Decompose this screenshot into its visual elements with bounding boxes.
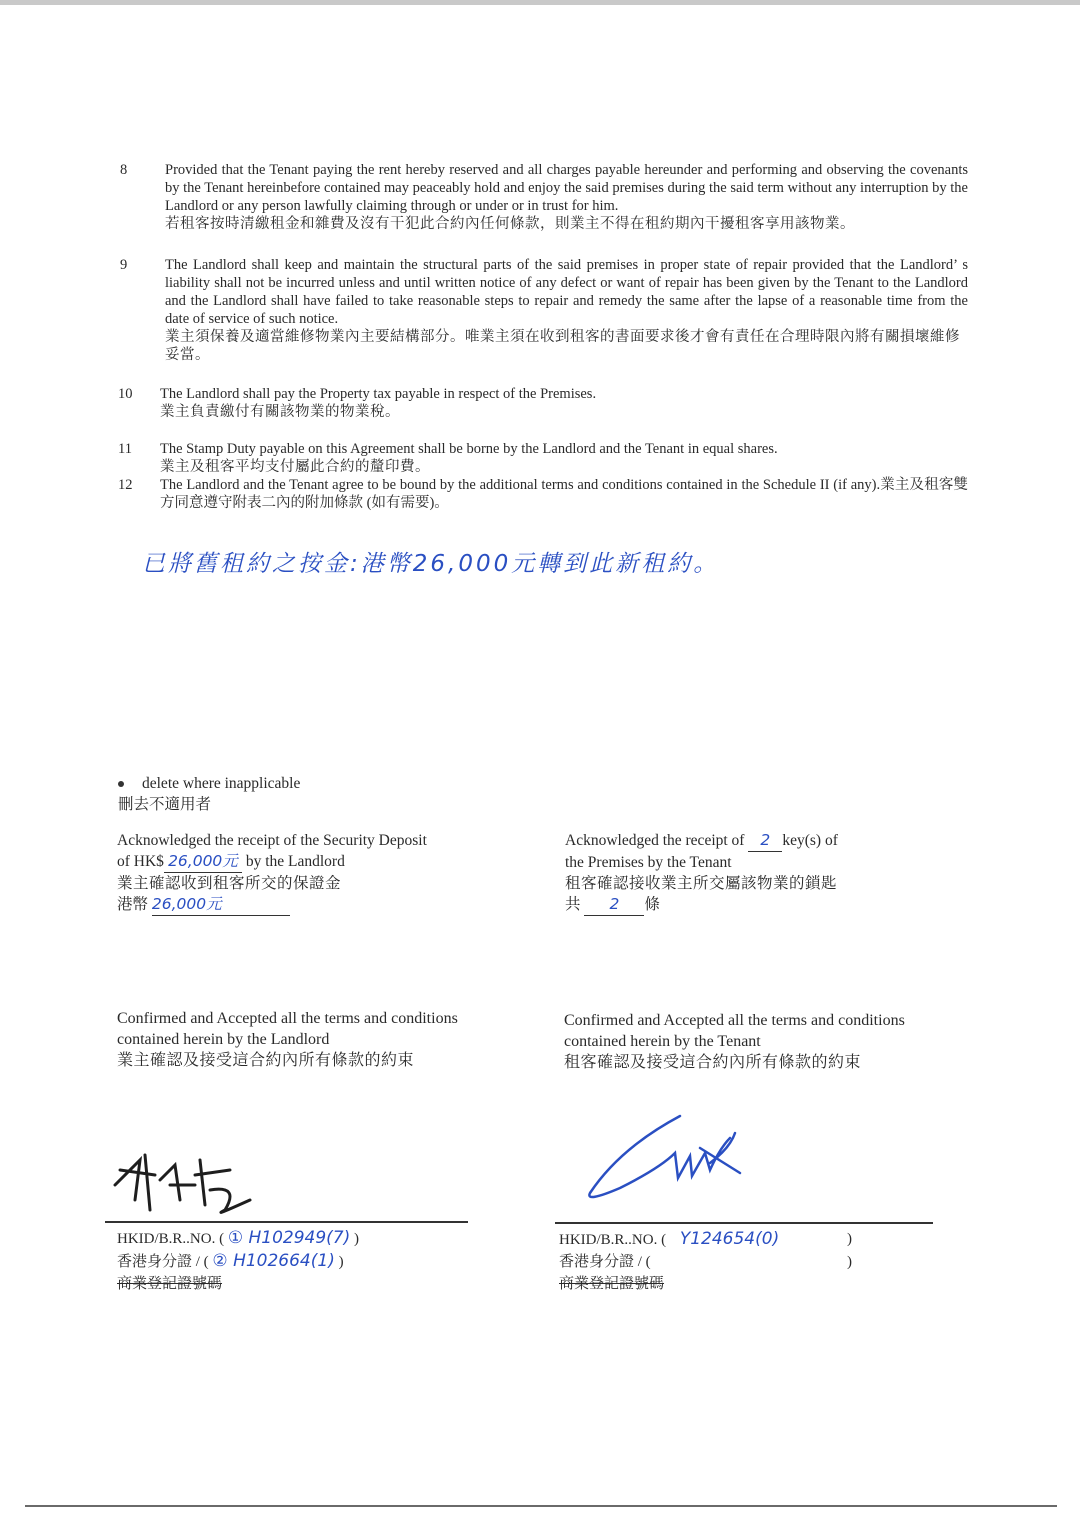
landlord-id-block [117,1227,359,1295]
bullet-icon [118,781,124,787]
tenant-id-label: HKID/B.R..NO. ( [559,1232,667,1248]
landlord-id-row-2 [117,1250,359,1273]
keys-count-field: 2 [748,830,782,852]
landlord-id-row-1 [117,1227,359,1250]
clause-12-text: The Landlord and the Tenant agree to be bound by the additional terms and conditions contained in the Schedule II (if any).業主及租客雙方同意遵守附表二內的附加條款 (如有需要)。 [160,477,968,511]
deposit-hkd-label: 港幣 [117,896,149,913]
clause-10-english: The Landlord shall pay the Property tax payable in respect of the Premises. [160,386,597,402]
keys-line-4 [565,894,838,916]
deposit-line-2 [117,851,427,873]
deposit-amount-chinese-field: 26,000元 [152,894,290,916]
deposit-amount-field: 26,000元 [164,851,242,873]
tenant-confirmation [564,1010,905,1073]
landlord-br-label: 商業登記證號碼 [117,1276,223,1292]
deposit-acknowledgement [117,830,427,916]
tenant-confirm-line-1: Confirmed and Accepted all the terms and conditions [564,1012,905,1029]
tenant-signature-line [555,1222,933,1224]
clause-8-english: Provided that the Tenant paying the rent hereby reserved and all charges payable hereunder and performing and observing the covenants by the Tenant hereinbefore contained may peaceably hold and enjoy the said premises during the said term without any interruption by the Landlord or any person lawfully claiming through or under or in trust for him. [165,162,968,214]
keys-received-label: Acknowledged the receipt of [565,832,745,849]
tenant-id-block [559,1228,859,1295]
landlord-id-label-chinese: 香港身分證 / ( [117,1254,209,1270]
clause-9 [165,256,968,364]
landlord-confirm-line-1: Confirmed and Accepted all the terms and conditions [117,1010,458,1027]
footnote-chinese: 刪去不適用者 [118,796,212,813]
bottom-rule [25,1505,1057,1507]
footnote-english: delete where inapplicable [142,775,301,792]
landlord-confirm-chinese: 業主確認及接受這合約內所有條款的約束 [117,1052,415,1069]
clause-10 [160,385,968,421]
keys-chinese-line: 租客確認接收業主所交屬該物業的鎖匙 [565,875,838,892]
tenant-id-row-1 [559,1228,859,1251]
tenant-br-label: 商業登記證號碼 [559,1276,665,1292]
keys-line-2: the Premises by the Tenant [565,854,732,871]
keys-line-1 [565,830,838,852]
keys-total-label: 共 [565,896,581,913]
keys-unit-label: 條 [644,896,660,913]
deposit-currency-label: of HK$ [117,853,164,870]
handwritten-deposit-note: 已將舊租約之按金:港幣26,000元轉到此新租約。 [142,551,720,577]
keys-suffix-label: key(s) of [782,832,838,849]
tenant-id-row-2 [559,1251,859,1273]
landlord-id-label: HKID/B.R..NO. ( [117,1231,225,1247]
tenant-signature [580,1108,750,1208]
keys-acknowledgement [565,830,838,916]
clause-11-chinese: 業主及租客平均支付屬此合約的釐印費。 [160,459,430,475]
clause-10-chinese: 業主負責繳付有關該物業的物業稅。 [160,404,400,420]
clause-11-english: The Stamp Duty payable on this Agreement shall be borne by the Landlord and the Tenant in equal shares. [160,441,778,457]
deposit-line-4 [117,894,427,916]
landlord-id-close-2: ) [338,1254,344,1270]
tenant-confirm-line-2: contained herein by the Tenant [564,1033,761,1050]
deposit-by-landlord: by the Landlord [245,853,345,870]
clause-8 [165,161,968,233]
landlord-id-close-1: ) [354,1231,359,1247]
clause-9-number: 9 [120,257,128,273]
landlord-id-value-1: ① H102949(7) [227,1228,351,1248]
deposit-line-1: Acknowledged the receipt of the Security Deposit [117,832,427,849]
tenant-id-value: Y124654(0) [679,1229,780,1249]
clause-11-number: 11 [118,441,132,457]
landlord-signature [100,1140,270,1220]
deposit-chinese-line: 業主確認收到租客所交的保證金 [117,875,342,892]
footnote [118,773,300,815]
tenant-confirm-chinese: 租客確認及接受這合約內所有條款的約束 [564,1054,862,1071]
landlord-signature-line [105,1221,468,1223]
clause-12 [160,476,968,512]
landlord-confirm-line-2: contained herein by the Landlord [117,1031,330,1048]
landlord-id-value-2: ② H102664(1) [212,1251,335,1271]
clause-10-number: 10 [118,386,133,402]
tenant-id-close-2: ) [847,1254,852,1270]
clause-9-english: The Landlord shall keep and maintain the structural parts of the said premises in proper state of repair provided that the Landlord’ s liability shall not be incurred unless and until written notice of any defect or want of repair has been given by the Tenant to the Landlord and the Landlord shall have failed to take reasonable steps to repair and remedy the same after the lapse of a reasonable time from the date of service of such notice. [165,257,968,327]
clause-11 [160,440,968,476]
clause-12-number: 12 [118,477,133,493]
tenant-id-label-chinese: 香港身分證 / ( [559,1254,651,1270]
clause-9-chinese: 業主須保養及適當維修物業內主要結構部分。唯業主須在收到租客的書面要求後才會有責任在合理時限內將有關損壞維修妥當。 [165,329,960,363]
top-border [0,0,1080,5]
keys-count-chinese-field: 2 [584,894,644,916]
clause-8-number: 8 [120,162,128,178]
landlord-confirmation [117,1008,458,1071]
clause-8-chinese: 若租客按時清繳租金和雜費及沒有干犯此合約內任何條款，則業主不得在租約期內干擾租客享用該物業。 [165,216,855,232]
tenant-id-close-1: ) [847,1231,852,1247]
